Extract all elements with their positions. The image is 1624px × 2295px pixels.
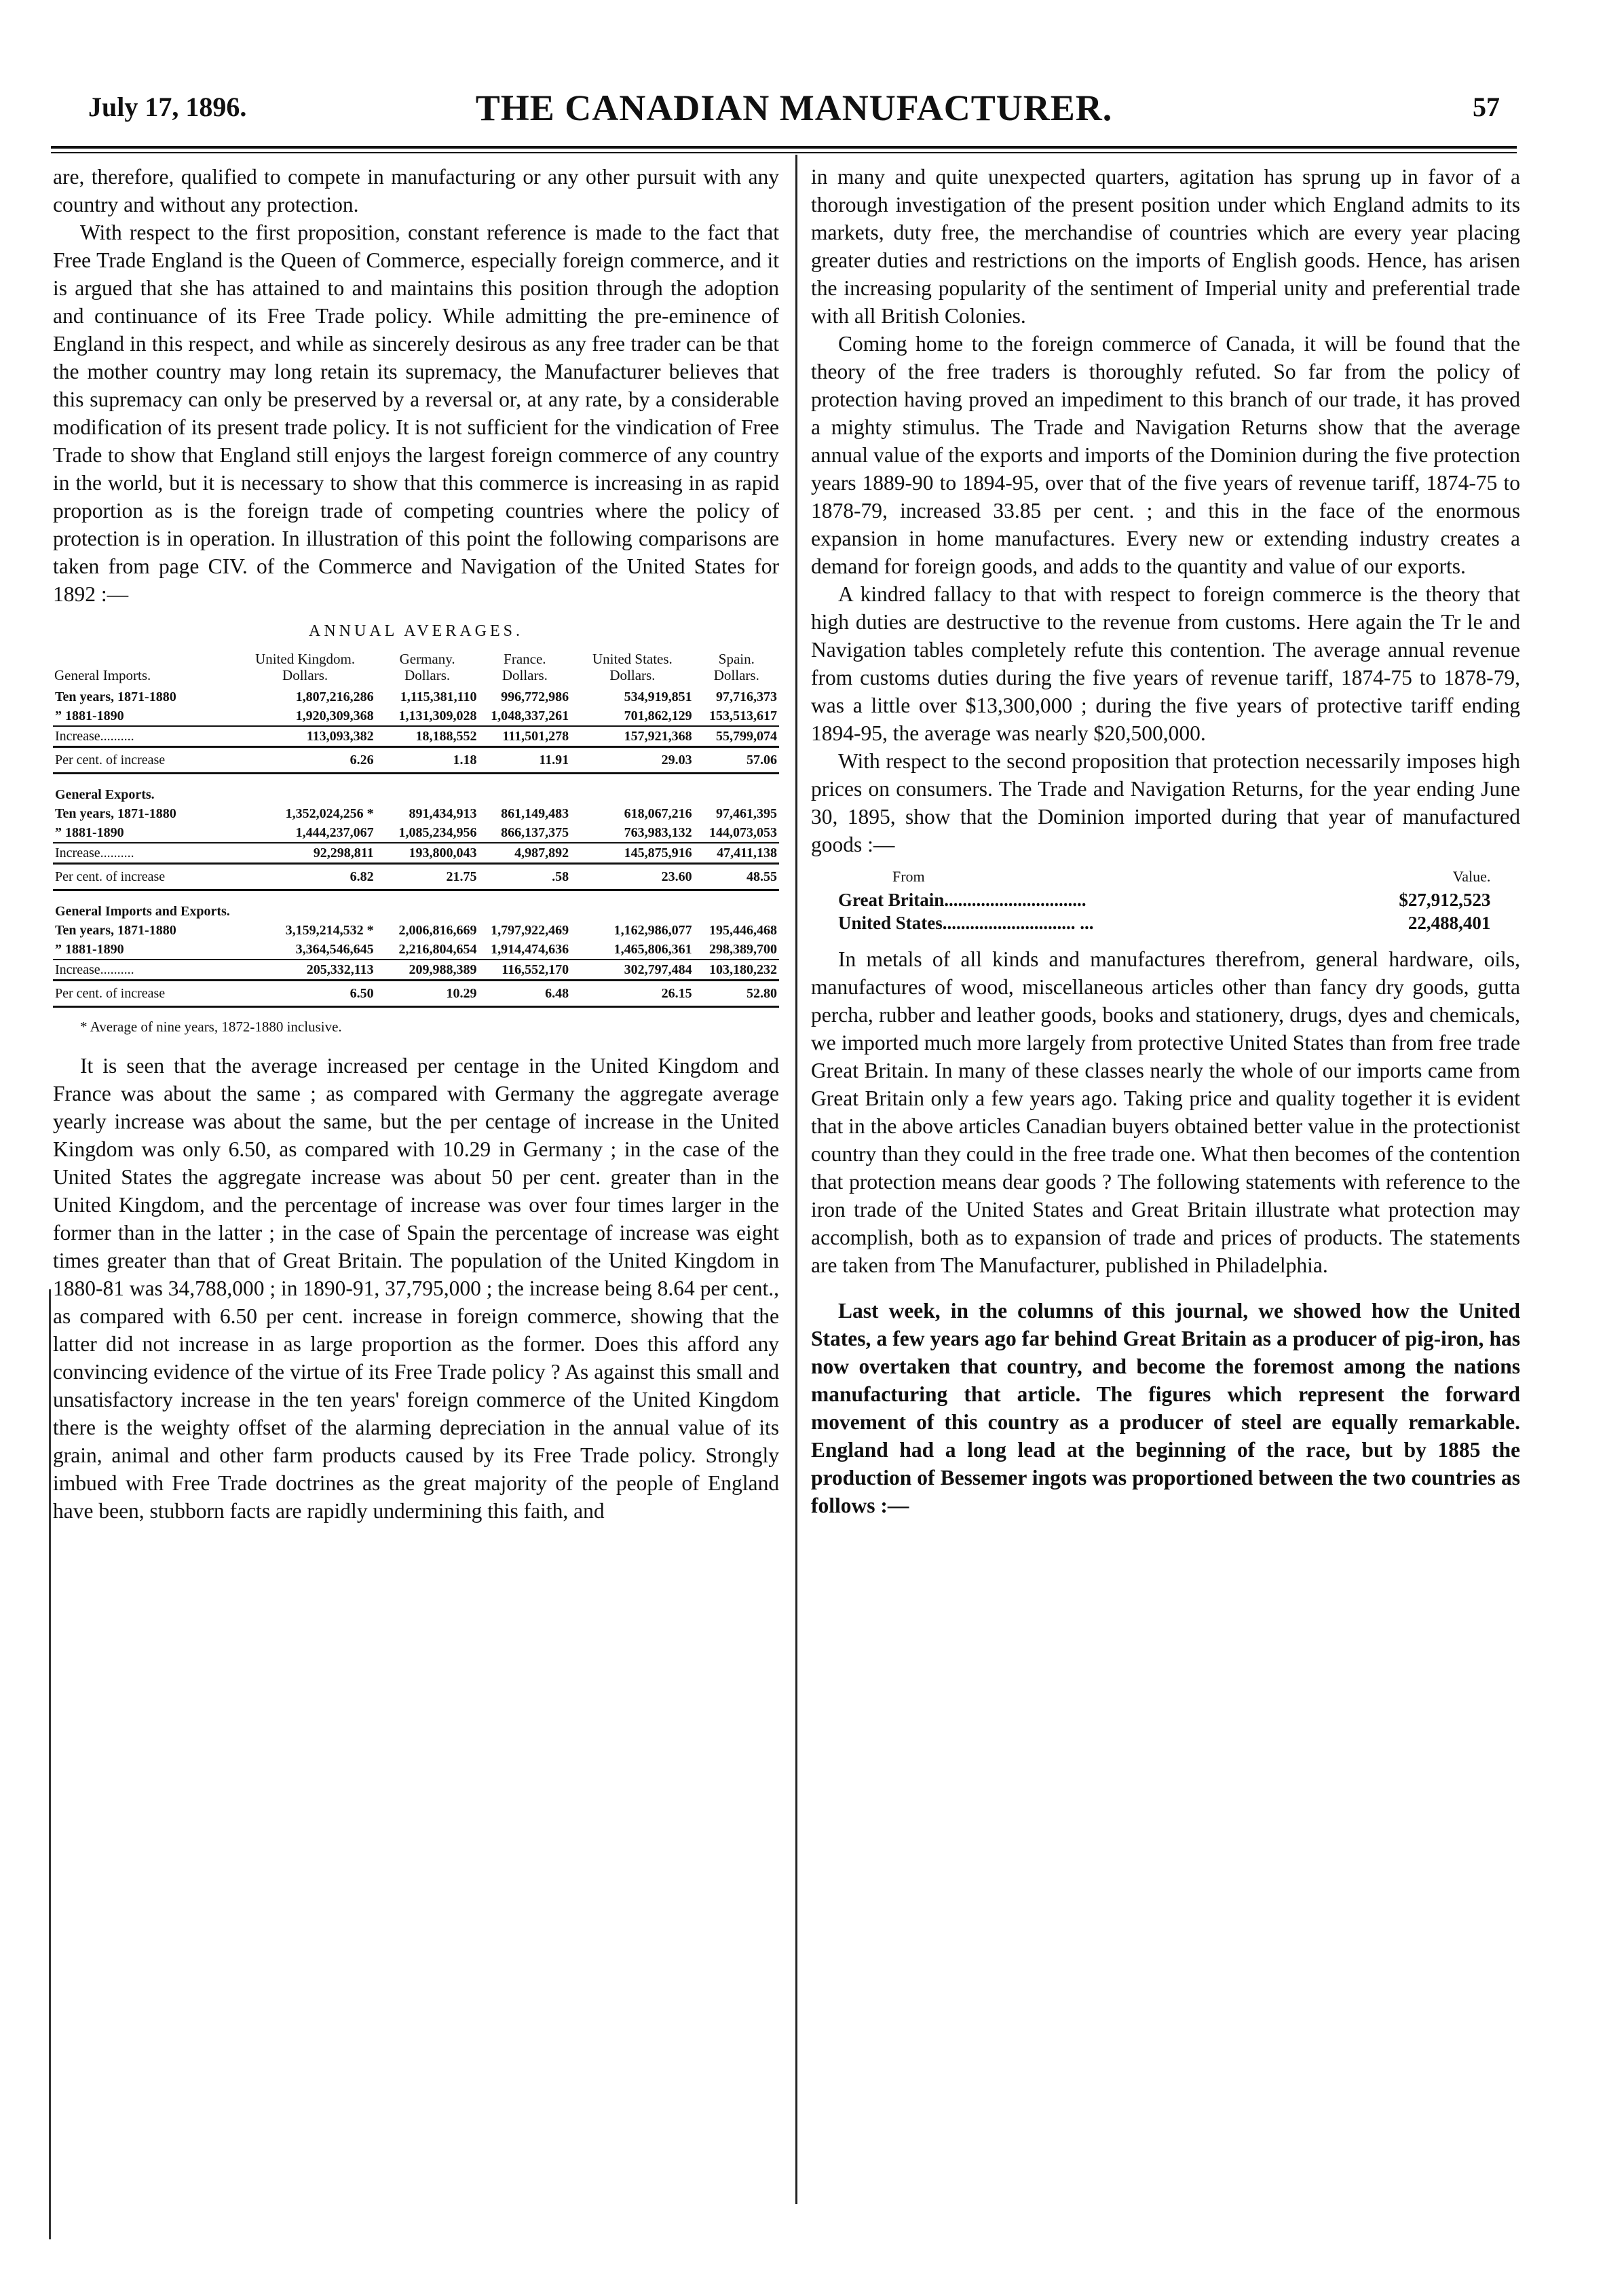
table-cell: 18,188,552: [376, 726, 479, 747]
paragraph: are, therefore, qualified to compete in manufacturing or any other pursuit with any country and without any protection.: [53, 165, 779, 216]
row-label: ” 1881-1890: [55, 942, 124, 957]
section-label: General Imports and Exports.: [55, 904, 230, 919]
table-cell: 6.48: [479, 981, 571, 1007]
table-cell: 145,875,916: [571, 843, 694, 864]
table-row: [53, 804, 779, 823]
table-cell: 11.91: [479, 747, 571, 774]
table-cell: 92,298,811: [235, 843, 376, 864]
table-header-row: [53, 651, 779, 687]
table-cell: 55,799,074: [694, 726, 779, 747]
table-cell: 1,444,237,067: [295, 825, 374, 840]
table-row: [53, 706, 779, 726]
table-cell: 996,772,986: [501, 689, 569, 704]
import-value: $27,912,523: [1399, 890, 1491, 910]
column-header: United Kingdom. Dollars.: [255, 651, 356, 683]
paragraph: A kindred fallacy to that with respect to foreign commerce is the theory that high duties are destructive to the revenue from customs. Here again the Tr le and Navigation tables completely refute this contention. The average annual revenue from customs duties during the five years of revenue tariff, 1874-75 to 1878-79, was a little over $13,300,000 ; during the five years of protective tariff ending 1894-95, the average was nearly $20,500,000.: [811, 582, 1520, 745]
table-header-row: [838, 865, 1490, 888]
masthead: [88, 87, 1500, 134]
table-cell: 3,159,214,532 *: [285, 923, 374, 938]
table-cell: 1,797,922,469: [491, 923, 569, 938]
row-label: Ten years, 1871-1880: [55, 923, 176, 938]
table-cell: 298,389,700: [709, 942, 777, 957]
column-header: From: [892, 868, 925, 885]
table-row: [838, 911, 1490, 934]
column-divider: [795, 155, 797, 2204]
table-cell: 1.18: [376, 747, 479, 774]
header-rule-thin: [51, 152, 1517, 153]
table-cell: 1,807,216,286: [295, 689, 374, 704]
table-cell: 195,446,468: [709, 923, 777, 938]
table-cell: 891,434,913: [409, 806, 477, 821]
table-cell: 52.80: [694, 981, 779, 1007]
table-cell: 4,987,892: [479, 843, 571, 864]
table-cell: 157,921,368: [571, 726, 694, 747]
table-title: ANNUAL AVERAGES.: [308, 622, 523, 640]
table-cell: 1,162,986,077: [613, 923, 692, 938]
column-header: Value.: [1452, 868, 1491, 885]
table-cell: 1,465,806,361: [613, 942, 692, 957]
table-cell: 2,006,816,669: [398, 923, 477, 938]
table-footnote: * Average of nine years, 1872-1880 inclusive.: [80, 1019, 342, 1035]
table-row: [53, 747, 779, 774]
paragraph: With respect to the first proposition, constant reference is made to the fact that Free Trade England is the Queen of Commerce, especially foreign commerce, and it is argued that she has attained to and maintains this position through the adoption and continuance of its Free Trade policy. While admitting the pre-eminence of England in this respect, and while as sincerely desirous as any free trader can be that the mother country may long retain its supremacy, the Manufacturer believes that this supremacy can only be preserved by a reversal or, at any rate, by a considerable modification of its present trade policy. It is not sufficient for the vindication of Free Trade to show that England still enjoys the largest foreign commerce of any country in the world, but it is necessary to show that this commerce is increasing in as rapid proportion as is the foreign trade of competing countries where the policy of protection is in operation. In illustration of this point the following comparisons are taken from page CIV. of the Commerce and Navigation of the United States for 1892 :—: [53, 221, 779, 606]
column-header: General Imports.: [54, 667, 151, 683]
table-row: [53, 726, 779, 747]
table-cell: 534,919,851: [624, 689, 692, 704]
row-label: Ten years, 1871-1880: [55, 806, 176, 821]
table-cell: 6.26: [235, 747, 376, 774]
annual-averages-table: [53, 651, 779, 1008]
table-cell: 103,180,232: [694, 960, 779, 981]
table-cell: 1,920,309,368: [295, 708, 374, 723]
table-section-row: [53, 774, 779, 805]
table-row: [53, 687, 779, 706]
table-cell: 861,149,483: [501, 806, 569, 821]
column-header: Germany. Dollars.: [399, 651, 455, 683]
table-row: [53, 981, 779, 1007]
table-cell: .58: [479, 864, 571, 890]
row-label: Increase..........: [53, 843, 235, 864]
section-label: General Exports.: [55, 787, 155, 802]
import-value: 22,488,401: [1408, 913, 1491, 933]
table-cell: 97,716,373: [716, 689, 777, 704]
table-cell: 6.82: [235, 864, 376, 890]
table-cell: 111,501,278: [479, 726, 571, 747]
row-label: Increase..........: [53, 726, 235, 747]
table-cell: 866,137,375: [501, 825, 569, 840]
paragraph: Coming home to the foreign commerce of Canada, it will be found that the theory of the free traders is thoroughly refuted. So far from the policy of protection having proved an impediment to this branch of our trade, it has proved a mighty stimulus. The Trade and Navigation Returns show that the average annual value of the exports and imports of the Dominion during the five protection years 1889-90 to 1894-95, over that of the five years of revenue tariff, 1874-75 to 1878-79, increased 33.85 per cent. ; and this in the face of the enormous expansion in home manufactures. Every new or extending industry creates a demand for foreign goods, and adds to the quantity and value of our exports.: [811, 332, 1520, 578]
paragraph: Last week, in the columns of this journal, we showed how the United States, a few years ago far behind Great Britain as a producer of pig-iron, has now overtaken that country, and become the foremost among the nations manufacturing that article. The figures which represent the forward movement of this country as a producer of steel are equally remarkable. England had a long lead at the beginning of the race, but by 1885 the production of Bessemer ingots was proportioned between the two countries as follows :—: [811, 1299, 1520, 1517]
paragraph: It is seen that the average increased per centage in the United Kingdom and France was about the same ; as compared with Germany the aggregate average yearly increase was about the same, but the per centage of increase in the United Kingdom was only 6.50, as compared with 10.29 in Germany ; in the case of the United States the aggregate increase was about 50 per cent. greater than in the United Kingdom, and the percentage of increase was over four times larger in the former than in the latter ; in the case of Spain the percentage of increase was eight times greater than that of Great Britain. The population of the United Kingdom in 1880-81 was 34,788,000 ; in 1890-91, 37,795,000 ; the increase being 8.64 per cent., as compared with 6.50 per cent. increase in foreign commerce, showing that the latter did not increase in as large proportion as the former. Does this afford any convincing evidence of the virtue of its Free Trade policy ? As against this small and unsatisfactory increase in the ten years' foreign commerce of the United Kingdom there is the weighty offset of the alarming depreciation in the annual value of its grain, animal and other farm products caused by its Free Trade policy. Strongly imbued with Free Trade doctrines as the great majority of the people of England have been, stubborn facts are rapidly undermining this faith, and: [53, 1054, 779, 1523]
paragraph: With respect to the second proposition that protection necessarily imposes high prices on consumers. The Trade and Navigation Returns, for the year ending June 30, 1895, show that the Dominion imported during that year of manufactured goods :—: [811, 749, 1520, 856]
table-cell: 205,332,113: [235, 960, 376, 981]
table-cell: 48.55: [694, 864, 779, 890]
left-column: [53, 163, 779, 1525]
row-label: ” 1881-1890: [55, 825, 124, 840]
table-row: [53, 864, 779, 890]
column-header: Spain. Dollars.: [713, 651, 759, 683]
table-cell: 1,131,309,028: [398, 708, 477, 723]
table-cell: 21.75: [376, 864, 479, 890]
table-row: [53, 960, 779, 981]
row-label: Per cent. of increase: [53, 747, 235, 774]
table-cell: 97,461,395: [716, 806, 777, 821]
table-row: [53, 940, 779, 960]
table-cell: 763,983,132: [624, 825, 692, 840]
table-cell: 1,115,381,110: [400, 689, 477, 704]
country-name: Great Britain...............................: [838, 890, 1087, 910]
table-cell: 57.06: [694, 747, 779, 774]
column-header: United States. Dollars.: [592, 651, 673, 683]
table-cell: 116,552,170: [479, 960, 571, 981]
table-cell: 3,364,546,645: [295, 942, 374, 957]
table-cell: 2,216,804,654: [398, 942, 477, 957]
scan-edge-line: [49, 1289, 51, 2239]
table-cell: 10.29: [376, 981, 479, 1007]
column-header: France. Dollars.: [502, 651, 548, 683]
table-cell: 26.15: [571, 981, 694, 1007]
table-cell: 29.03: [571, 747, 694, 774]
page-number: 57: [1473, 92, 1500, 122]
table-row: [53, 823, 779, 843]
table-cell: 23.60: [571, 864, 694, 890]
table-cell: 47,411,138: [694, 843, 779, 864]
table-row: [53, 921, 779, 940]
issue-date: July 17, 1896.: [88, 92, 247, 122]
table-cell: 1,048,337,261: [491, 708, 569, 723]
table-cell: 153,513,617: [709, 708, 777, 723]
table-cell: 1,352,024,256 *: [285, 806, 374, 821]
header-rule: [51, 146, 1517, 149]
table-cell: 113,093,382: [235, 726, 376, 747]
manufactured-imports-table: [838, 865, 1490, 934]
row-label: ” 1881-1890: [55, 708, 124, 723]
paragraph: in many and quite unexpected quarters, agitation has sprung up in favor of a thorough investigation of the present position under which England admits to its markets, duty free, the merchandise of countries which are every year placing greater duties and restrictions on the imports of English goods. Hence, has arisen the increasing popularity of the sentiment of Imperial unity and preferential trade with all British Colonies.: [811, 165, 1520, 328]
paragraph: In metals of all kinds and manufactures therefrom, general hardware, oils, manufactures of wood, miscellaneous articles other than fancy dry goods, gutta percha, rubber and leather goods, books and stationery, drugs, dyes and chemicals, we imported much more largely from protective United States than from free trade Great Britain. In many of these classes nearly the whole of our imports came from Great Britain only a few years ago. Taking price and quality together it is evident that in the above articles Canadian buyers obtained better value in the protectionist country than they could in the free trade one. What then becomes of the contention that protection means dear goods ? The following statements with reference to the iron trade of the United States and Great Britain illustrate what protection may accomplish, both as to expansion of trade and prices of products. The statements are taken from The Manufacturer, published in Philadelphia.: [811, 947, 1520, 1277]
row-label: Per cent. of increase: [53, 981, 235, 1007]
table-cell: 701,862,129: [624, 708, 692, 723]
table-row: [838, 888, 1490, 911]
table-cell: 209,988,389: [376, 960, 479, 981]
row-label: Per cent. of increase: [53, 864, 235, 890]
table-cell: 1,085,234,956: [398, 825, 477, 840]
table-cell: 6.50: [235, 981, 376, 1007]
country-name: United States............................. ...: [838, 913, 1094, 933]
table-cell: 1,914,474,636: [491, 942, 569, 957]
publication-title: THE CANADIAN MANUFACTURER.: [475, 88, 1113, 128]
right-column: [811, 163, 1520, 1519]
table-row: [53, 843, 779, 864]
row-label: Ten years, 1871-1880: [55, 689, 176, 704]
table-cell: 144,073,053: [709, 825, 777, 840]
table-cell: 302,797,484: [571, 960, 694, 981]
table-cell: 193,800,043: [376, 843, 479, 864]
row-label: Increase..........: [53, 960, 235, 981]
table-cell: 618,067,216: [624, 806, 692, 821]
table-section-row: [53, 890, 779, 922]
